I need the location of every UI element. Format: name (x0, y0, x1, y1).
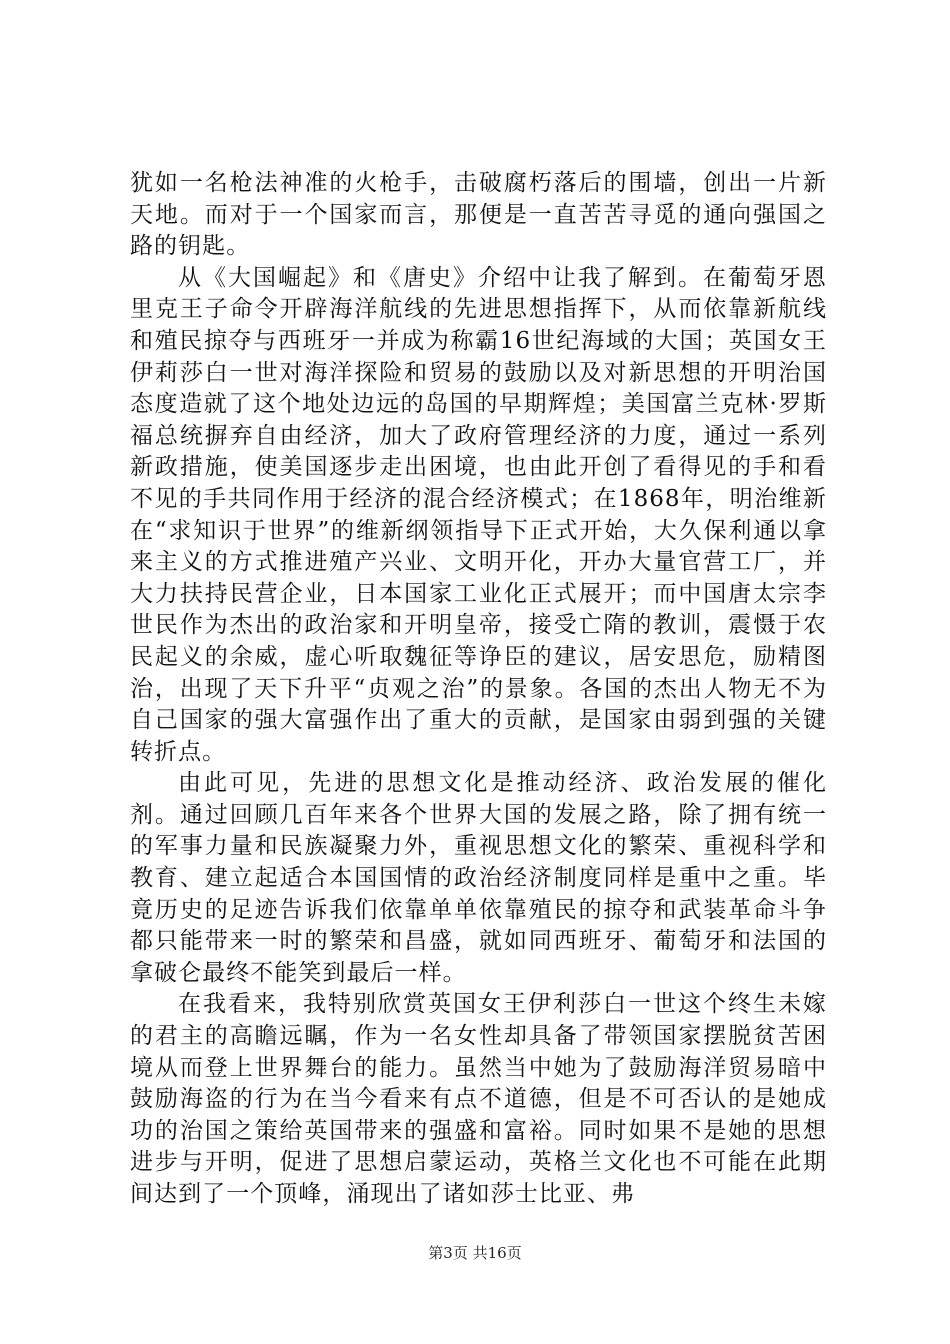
paragraph-personal-view: 在我看来，我特别欣赏英国女王伊利莎白一世这个终生未嫁的君主的高瞻远瞩，作为一名女性却具备了带领国家摆脱贫苦困境从而登上世界舞台的能力。虽然当中她为了鼓励海洋贸易暗中鼓励海盗的行为在当今看来有点不道德，但是不可否认的是她成功的治国之策给英国带来的强盛和富裕。同时如果不是她的思想进步与开明，促进了思想启蒙运动，英格兰文化也不可能在此期间达到了一个顶峰，涌现出了诸如莎士比亚、弗 (130, 991, 827, 1207)
paragraph-continuation: 犹如一名枪法神准的火枪手，击破腐朽落后的围墙，创出一片新天地。而对于一个国家而言，那便是一直苦苦寻觅的通向强国之路的钥匙。 (130, 170, 827, 260)
paragraph-conclusion: 由此可见，先进的思想文化是推动经济、政治发展的催化剂。通过回顾几百年来各个世界大国的发展之路，除了拥有统一的军事力量和民族凝聚力外，重视思想文化的繁荣、重视科学和教育、建立起适合本国国情的政治经济制度同样是重中之重。毕竟历史的足迹告诉我们依靠单单依靠殖民的掠夺和武装革命斗争都只能带来一时的繁荣和昌盛，就如同西班牙、葡萄牙和法国的拿破仑最终不能笑到最后一样。 (130, 770, 827, 986)
paragraph-great-powers-history: 从《大国崛起》和《唐史》介绍中让我了解到。在葡萄牙恩里克王子命令开辟海洋航线的先进思想指挥下，从而依靠新航线和殖民掠夺与西班牙一并成为称霸16世纪海域的大国；英国女王伊莉莎白一世对海洋探险和贸易的鼓励以及对新思想的开明治国态度造就了这个地处边远的岛国的早期辉煌；美国富兰克林·罗斯福总统摒弃自由经济，加大了政府管理经济的力度，通过一系列新政措施，使美国逐步走出困境，也由此开创了看得见的手和看不见的手共同作用于经济的混合经济模式；在1868年，明治维新在“求知识于世界”的维新纲领指导下正式开始，大久保利通以拿来主义的方式推进殖产兴业、文明开化，开办大量官营工厂，并大力扶持民营企业，日本国家工业化正式展开；而中国唐太宗李世民作为杰出的政治家和开明皇帝，接受亡隋的教训，震慑于农民起义的余威，虚心听取魏征等诤臣的建议，居安思危，励精图治，出现了天下升平“贞观之治”的景象。各国的杰出人物无不为自己国家的强大富强作出了重大的贡献，是国家由弱到强的关键转折点。 (130, 264, 827, 765)
page-number-footer: 第3页 共16页 (428, 1244, 522, 1262)
document-body (130, 168, 827, 1211)
